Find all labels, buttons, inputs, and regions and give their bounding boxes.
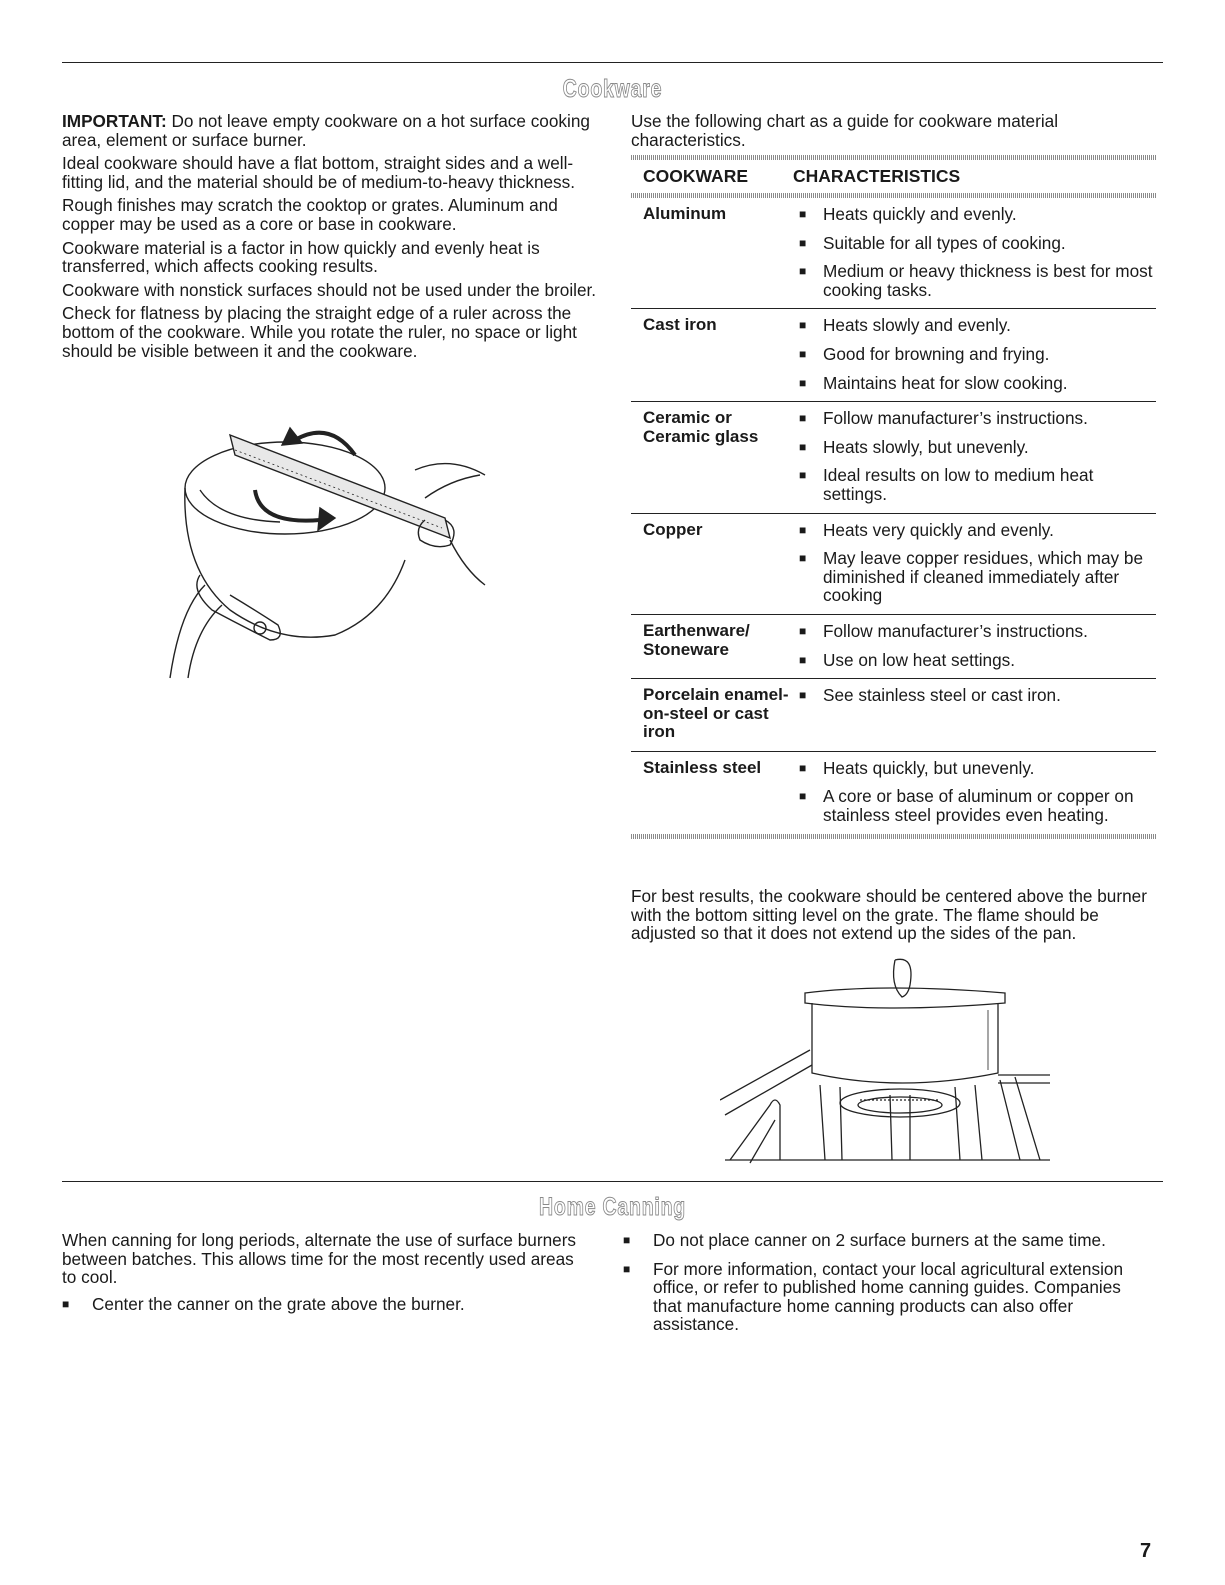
characteristic-item (793, 374, 1156, 393)
characteristics-list (793, 205, 1156, 299)
characteristic-item (793, 234, 1156, 253)
characteristic-item (793, 438, 1156, 457)
cookware-material: Aluminum (643, 204, 727, 223)
characteristic-item (793, 205, 1156, 224)
table-row (631, 401, 1156, 512)
bullet-square: ■ (799, 235, 807, 250)
bullet-square: ■ (623, 1261, 631, 1276)
canning-bullet-center-text: Center the canner on the grate above the burner. (92, 1293, 465, 1314)
bullet-square: ■ (799, 522, 807, 537)
bullet-square: ■ (799, 411, 807, 426)
characteristics-list (793, 759, 1156, 825)
chart-intro (631, 112, 1161, 149)
characteristics-list (793, 409, 1156, 503)
table-row (631, 513, 1156, 614)
bullet-square: ■ (799, 439, 807, 454)
characteristic-item (793, 686, 1156, 705)
important-text: Do not leave empty cookware on a hot surface cooking area, element or surface burner. (62, 111, 590, 150)
characteristic-item (793, 521, 1156, 540)
bullet-square: ■ (799, 551, 807, 566)
canning-bullet-more-info (623, 1260, 1143, 1334)
characteristics-list (793, 622, 1156, 669)
characteristic-text: Heats slowly and evenly. (823, 315, 1011, 336)
bullet-square: ■ (623, 1233, 631, 1247)
characteristic-item (793, 651, 1156, 670)
table-body (631, 198, 1156, 834)
table-row (631, 751, 1156, 834)
table-bottom-dotted-rule (631, 834, 1156, 839)
paragraph-nonstick: Cookware with nonstick surfaces should not be used under the broiler. (62, 279, 597, 300)
ruler-flatness-illustration (160, 410, 500, 685)
bullet-square: ■ (799, 468, 807, 483)
cookware-material: Copper (643, 519, 703, 539)
paragraph-rough-finishes: Rough finishes may scratch the cooktop or grates. Aluminum and copper may be used as a core or base in cookware. (62, 195, 558, 234)
bullet-square: ■ (799, 688, 807, 703)
pot-on-grate-illustration (720, 955, 1055, 1170)
bullet-square: ■ (799, 760, 807, 775)
table-row (631, 678, 1156, 751)
bullet-square: ■ (799, 346, 807, 361)
bullet-square: ■ (799, 375, 807, 390)
page-number: 7 (1140, 1540, 1152, 1562)
characteristic-item (793, 262, 1156, 299)
characteristics-list (793, 316, 1156, 392)
middle-rule (62, 1181, 1163, 1182)
canning-right-column (623, 1231, 1143, 1344)
canning-intro-text: When canning for long periods, alternate the use of surface burners between batches. This allows time for the most recently used areas to cool. (62, 1230, 577, 1288)
cookware-material: Ceramic or Ceramic glass (643, 408, 759, 446)
top-rule (62, 62, 1163, 63)
table-row (631, 614, 1156, 678)
cookware-material: Cast iron (643, 315, 717, 335)
cookware-material: Stainless steel (643, 757, 762, 777)
bullet-square: ■ (799, 318, 807, 333)
chart-intro-text: Use the following chart as a guide for cookware material characteristics. (631, 111, 1059, 150)
after-table-paragraph (631, 887, 1161, 943)
characteristic-item (793, 787, 1156, 824)
centering-advice-text: For best results, the cookware should be centered above the burner with the bottom sitting level on the grate. The flame should be adjusted so that it does not extend up the sides of the pan. (631, 886, 1147, 944)
characteristic-item (793, 316, 1156, 335)
characteristic-item (793, 549, 1156, 605)
characteristic-text: Follow manufacturer’s instructions. (823, 620, 1088, 641)
characteristic-text: May leave copper residues, which may be diminished if cleaned immediately after cooking (823, 548, 1144, 606)
characteristic-text: Heats slowly, but unevenly. (823, 436, 1029, 457)
bullet-square: ■ (799, 652, 807, 667)
characteristic-text: Good for browning and frying. (823, 343, 1050, 364)
characteristic-text: Heats very quickly and evenly. (823, 519, 1054, 540)
header-characteristics: CHARACTERISTICS (793, 166, 961, 187)
table-row (631, 198, 1156, 308)
cookware-material: Porcelain enamel-on-steel or cast iron (643, 685, 789, 742)
canning-bullet-two-burners-text: Do not place canner on 2 surface burners at the same time. (653, 1230, 1106, 1250)
home-canning-section-title: Home Canning (539, 1193, 686, 1221)
cookware-left-column (62, 112, 597, 365)
canning-left-column (62, 1231, 582, 1323)
characteristic-text: Use on low heat settings. (823, 649, 1016, 670)
characteristic-text: Medium or heavy thickness is best for most cooking tasks. (823, 261, 1153, 300)
characteristic-item (793, 409, 1156, 428)
characteristics-list (793, 686, 1156, 742)
characteristic-text: See stainless steel or cast iron. (823, 685, 1061, 706)
bullet-square: ■ (799, 789, 807, 804)
characteristic-text: Ideal results on low to medium heat settings. (823, 465, 1094, 504)
important-label: IMPORTANT: (62, 111, 167, 131)
characteristic-text: Suitable for all types of cooking. (823, 232, 1066, 253)
paragraph-ideal-cookware: Ideal cookware should have a flat bottom, straight sides and a well-fitting lid, and the material should be of medium-to-heavy thickness. (62, 153, 576, 192)
canning-bullet-two-burners (623, 1231, 1143, 1250)
characteristic-item (793, 466, 1156, 503)
cookware-characteristics-table (631, 155, 1156, 839)
characteristics-list (793, 521, 1156, 605)
characteristic-text: A core or base of aluminum or copper on stainless steel provides even heating. (823, 786, 1134, 826)
bullet-square: ■ (62, 1296, 70, 1311)
cookware-material: Earthenware/ Stoneware (643, 620, 750, 659)
characteristic-item (793, 345, 1156, 364)
table-header (631, 160, 1156, 193)
characteristic-text: Maintains heat for slow cooking. (823, 372, 1068, 393)
characteristic-text: Heats quickly and evenly. (823, 204, 1017, 224)
bullet-square: ■ (799, 623, 807, 638)
table-row (631, 308, 1156, 401)
bullet-square: ■ (799, 207, 807, 221)
characteristic-text: Follow manufacturer’s instructions. (823, 408, 1088, 429)
characteristic-item (793, 759, 1156, 778)
canning-bullet-center (62, 1295, 582, 1314)
bullet-square: ■ (799, 264, 807, 279)
cookware-section-title: Cookware (562, 75, 663, 103)
canning-bullet-more-info-text: For more information, contact your local agricultural extension office, or refer to published home canning guides. Companies that manufacture home canning products can also offer assistance. (653, 1258, 1124, 1335)
characteristic-item (793, 622, 1156, 641)
characteristic-text: Heats quickly, but unevenly. (823, 757, 1035, 778)
important-paragraph (62, 112, 597, 149)
paragraph-flatness-check: Check for flatness by placing the straight edge of a ruler across the bottom of the cookware. While you rotate the ruler, no space or light should be visible between it and the cookware. (62, 303, 577, 361)
paragraph-material-factor: Cookware material is a factor in how quickly and evenly heat is transferred, which affects cooking results. (62, 237, 540, 277)
header-cookware: COOKWARE (643, 166, 748, 187)
